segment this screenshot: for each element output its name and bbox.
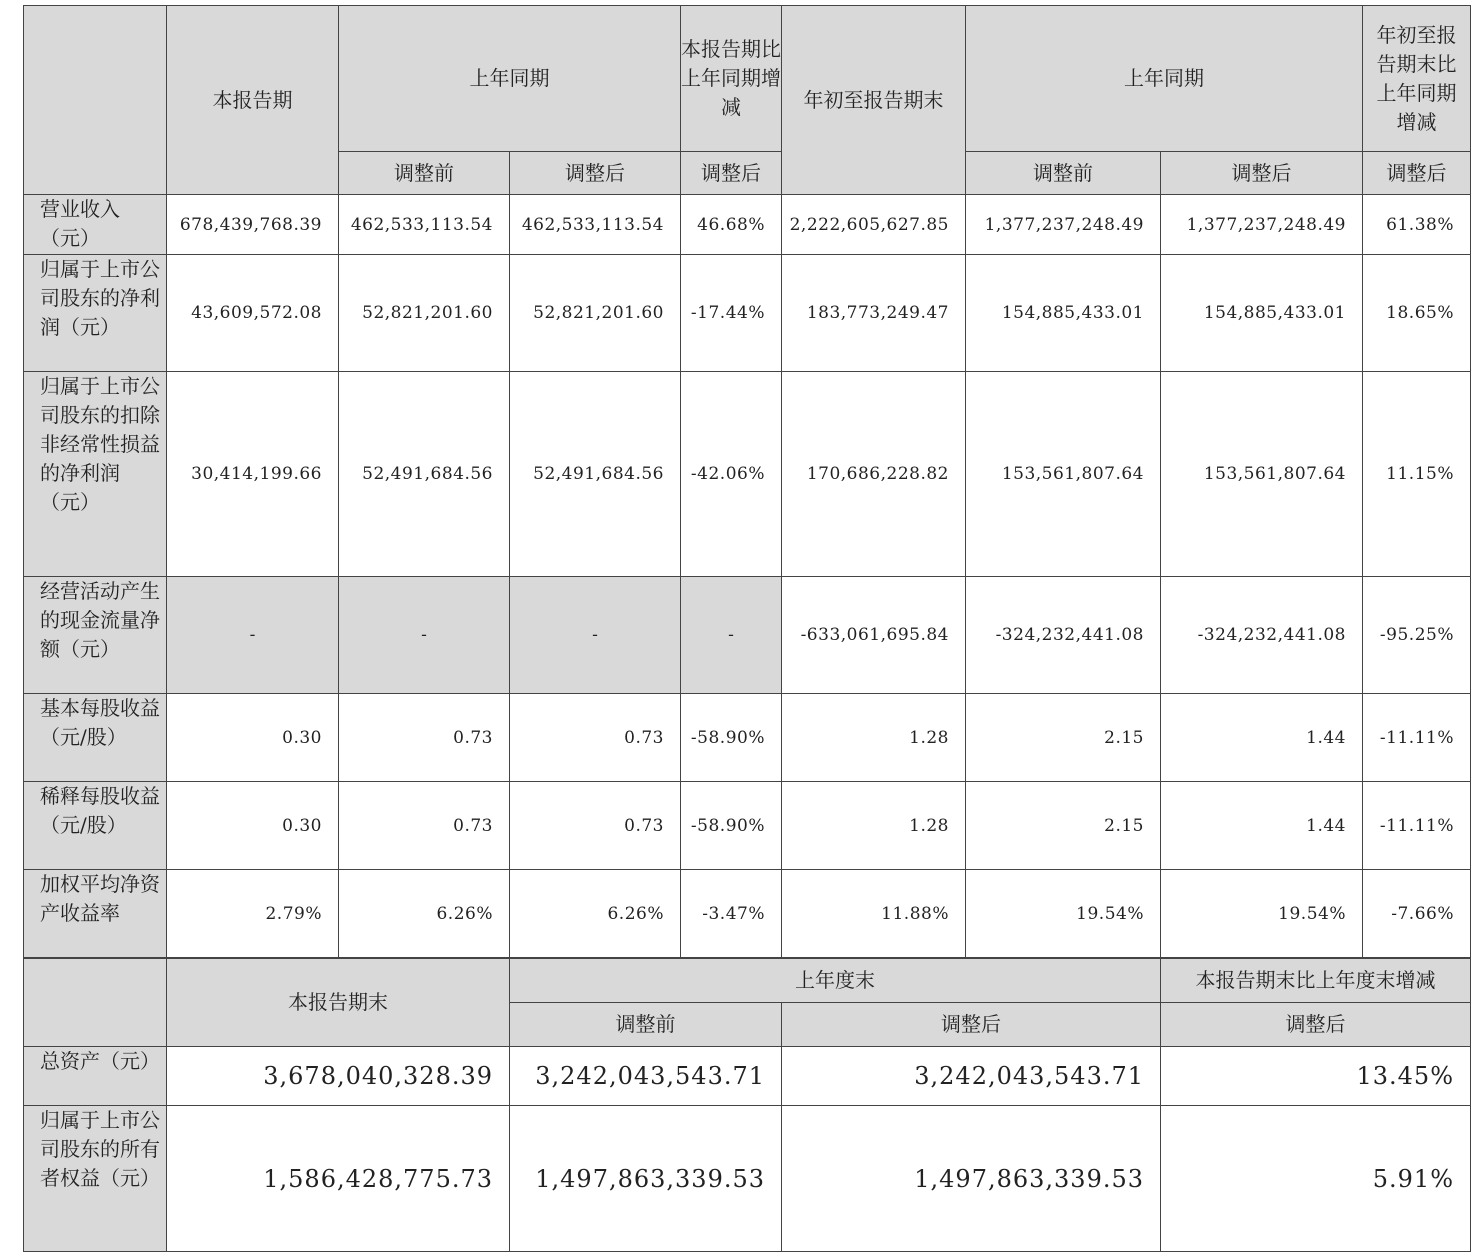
table-row — [24, 782, 1471, 870]
cell-ytd-prior-before: 2.15 — [966, 694, 1161, 782]
row-label: 基本每股收益（元/股） — [24, 694, 167, 782]
cell-prior-before: 0.73 — [339, 782, 510, 870]
cell-ytd-change: -95.25% — [1363, 577, 1471, 694]
cell-ytd-prior-before: 19.54% — [966, 870, 1161, 958]
cell-ytd-prior-before: 1,377,237,248.49 — [966, 195, 1161, 255]
cell-change: -17.44% — [681, 255, 782, 372]
cell-current: 30,414,199.66 — [167, 372, 339, 577]
cell-ytd-prior-before: 153,561,807.64 — [966, 372, 1161, 577]
cell-prior-after: 52,491,684.56 — [510, 372, 681, 577]
cell-period-end: 1,586,428,775.73 — [167, 1106, 510, 1252]
cell-prior-before: 6.26% — [339, 870, 510, 958]
cell-prior-after: 52,821,201.60 — [510, 255, 681, 372]
cell-ytd-change: -7.66% — [1363, 870, 1471, 958]
corner-cell — [24, 959, 167, 1047]
cell-prior-before: 3,242,043,543.71 — [510, 1047, 782, 1106]
header-after-change: 调整后 — [681, 152, 782, 195]
header-after-ytd: 调整后 — [1161, 152, 1363, 195]
cell-current: 2.79% — [167, 870, 339, 958]
cell-current: 43,609,572.08 — [167, 255, 339, 372]
cell-ytd-prior-before: -324,232,441.08 — [966, 577, 1161, 694]
table-row — [24, 195, 1471, 255]
header-change-vs-year-end: 本报告期末比上年度末增减 — [1161, 959, 1471, 1003]
cell-ytd-change: -11.11% — [1363, 694, 1471, 782]
cell-current: 0.30 — [167, 694, 339, 782]
row-label: 经营活动产生的现金流量净额（元） — [24, 577, 167, 694]
corner-cell — [24, 6, 167, 195]
cell-prior-after: 3,242,043,543.71 — [782, 1047, 1161, 1106]
cell-ytd-prior-after: 19.54% — [1161, 870, 1363, 958]
cell-current: 678,439,768.39 — [167, 195, 339, 255]
row-label: 稀释每股收益（元/股） — [24, 782, 167, 870]
cell-ytd-prior-after: -324,232,441.08 — [1161, 577, 1363, 694]
header-after-ytd-change: 调整后 — [1363, 152, 1471, 195]
table-row — [24, 255, 1471, 372]
quarterly-financial-table — [23, 5, 1471, 958]
table-row — [24, 1106, 1471, 1252]
cell-prior-after: 6.26% — [510, 870, 681, 958]
cell-ytd-change: -11.11% — [1363, 782, 1471, 870]
cell-prior-after: 0.73 — [510, 782, 681, 870]
cell-current: - — [167, 577, 339, 694]
header-before: 调整前 — [510, 1003, 782, 1047]
header-after: 调整后 — [782, 1003, 1161, 1047]
cell-change: -3.47% — [681, 870, 782, 958]
cell-prior-before: 0.73 — [339, 694, 510, 782]
cell-ytd: 1.28 — [782, 694, 966, 782]
cell-ytd: 170,686,228.82 — [782, 372, 966, 577]
header-after: 调整后 — [510, 152, 681, 195]
row-label: 归属于上市公司股东的所有者权益（元） — [24, 1106, 167, 1252]
table-row — [24, 1047, 1471, 1106]
cell-ytd: 11.88% — [782, 870, 966, 958]
row-label: 加权平均净资产收益率 — [24, 870, 167, 958]
header-prior-year-end: 上年度末 — [510, 959, 1161, 1003]
cell-prior-after: 462,533,113.54 — [510, 195, 681, 255]
cell-change: - — [681, 577, 782, 694]
header-current-period: 本报告期 — [167, 6, 339, 195]
cell-prior-before: 462,533,113.54 — [339, 195, 510, 255]
cell-change: -58.90% — [681, 694, 782, 782]
cell-ytd: 1.28 — [782, 782, 966, 870]
cell-prior-after: - — [510, 577, 681, 694]
cell-prior-before: 52,821,201.60 — [339, 255, 510, 372]
cell-ytd-prior-after: 1.44 — [1161, 694, 1363, 782]
cell-ytd-prior-after: 1.44 — [1161, 782, 1363, 870]
cell-ytd-prior-before: 154,885,433.01 — [966, 255, 1161, 372]
row-label: 总资产（元） — [24, 1047, 167, 1106]
cell-period-end: 3,678,040,328.39 — [167, 1047, 510, 1106]
cell-current: 0.30 — [167, 782, 339, 870]
cell-prior-after: 1,497,863,339.53 — [782, 1106, 1161, 1252]
header-change: 本报告期比上年同期增减 — [681, 6, 782, 152]
cell-change: -42.06% — [681, 372, 782, 577]
table-row — [24, 577, 1471, 694]
cell-ytd-prior-after: 154,885,433.01 — [1161, 255, 1363, 372]
cell-ytd: 183,773,249.47 — [782, 255, 966, 372]
row-label: 营业收入（元） — [24, 195, 167, 255]
header-prior-same-ytd: 上年同期 — [966, 6, 1363, 152]
cell-ytd-prior-after: 1,377,237,248.49 — [1161, 195, 1363, 255]
header-ytd-change: 年初至报告期末比上年同期增减 — [1363, 6, 1471, 152]
cell-ytd: -633,061,695.84 — [782, 577, 966, 694]
balance-sheet-table — [23, 958, 1471, 1252]
cell-prior-after: 0.73 — [510, 694, 681, 782]
cell-prior-before: - — [339, 577, 510, 694]
cell-ytd-prior-before: 2.15 — [966, 782, 1161, 870]
table-row — [24, 870, 1471, 958]
cell-prior-before: 52,491,684.56 — [339, 372, 510, 577]
cell-change: -58.90% — [681, 782, 782, 870]
cell-change: 13.45% — [1161, 1047, 1471, 1106]
cell-prior-before: 1,497,863,339.53 — [510, 1106, 782, 1252]
cell-ytd-change: 11.15% — [1363, 372, 1471, 577]
cell-ytd: 2,222,605,627.85 — [782, 195, 966, 255]
header-period-end: 本报告期末 — [167, 959, 510, 1047]
cell-change: 5.91% — [1161, 1106, 1471, 1252]
cell-ytd-change: 61.38% — [1363, 195, 1471, 255]
header-prior-same-period: 上年同期 — [339, 6, 681, 152]
row-label: 归属于上市公司股东的净利润（元） — [24, 255, 167, 372]
header-ytd: 年初至报告期末 — [782, 6, 966, 195]
cell-change: 46.68% — [681, 195, 782, 255]
cell-ytd-change: 18.65% — [1363, 255, 1471, 372]
cell-ytd-prior-after: 153,561,807.64 — [1161, 372, 1363, 577]
header-after-change: 调整后 — [1161, 1003, 1471, 1047]
table-row — [24, 372, 1471, 577]
table-row — [24, 694, 1471, 782]
header-before-ytd: 调整前 — [966, 152, 1161, 195]
row-label: 归属于上市公司股东的扣除非经常性损益的净利润（元） — [24, 372, 167, 577]
header-before: 调整前 — [339, 152, 510, 195]
